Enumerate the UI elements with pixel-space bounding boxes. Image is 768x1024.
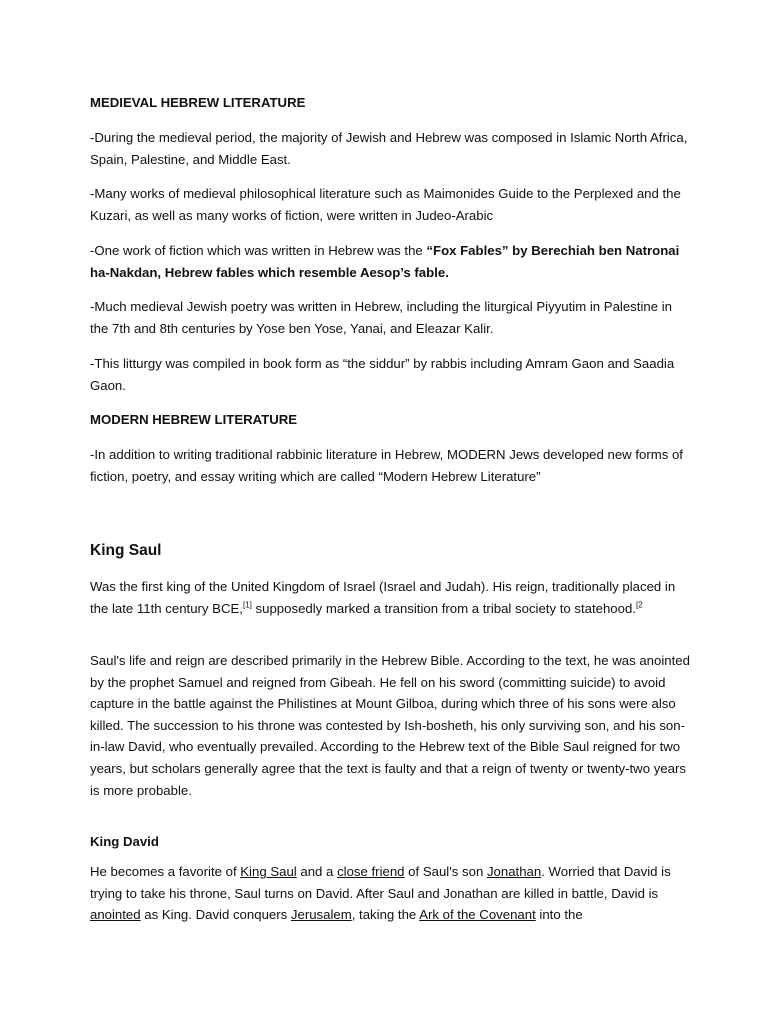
david-text: , taking the [351, 907, 420, 923]
david-text: . Worried that David is trying to take his throne, Saul turns on David. After Saul and Jonathan are killed in battle, David is [90, 864, 671, 901]
link-jonathan[interactable]: Jonathan [486, 864, 542, 879]
king-david-heading: King David [90, 834, 159, 849]
king-saul-heading: King Saul [90, 542, 162, 559]
modern-heading: MODERN HEBREW LITERATURE [90, 412, 298, 427]
fox-fables-lead: -One work of fiction which was written in Hebrew was the [90, 243, 427, 258]
saul-paragraph-2: Saul's life and reign are described primarily in the Hebrew Bible. According to the text, he was anointed by the prophet Samuel and reigned from Gibeah. He fell on his sword (committing suicide) to avoid capture in the battle against the Philistines at Mount Gilboa, during which three of his sons were also killed. The succession to his throne was contested by Ish-bosheth, his only surviving son, and his son-in-law David, who eventually prevailed. According to the Hebrew text of the Bible Saul reigned for two years, but scholars generally agree that the text is faulty and that a reign of twenty or twenty-two years is more probable. [90, 653, 690, 798]
link-jerusalem[interactable]: Jerusalem [290, 907, 352, 923]
link-anointed[interactable]: anointed [90, 907, 141, 923]
fox-fables-bold: “Fox Fables” by Berechiah ben Natronai ha-Nakdan, Hebrew fables which resemble Aesop’s fable. [90, 243, 680, 280]
medieval-paragraph-3 [90, 240, 690, 283]
saul-paragraph-1 [90, 576, 690, 619]
david-paragraph-1 [90, 861, 690, 926]
medieval-paragraph-2: -Many works of medieval philosophical literature such as Maimonides Guide to the Perplexed and the Kuzari, as well as many works of fiction, were written in Judeo-Arabic [90, 186, 681, 223]
david-text: as King. David conquers [140, 907, 291, 923]
medieval-paragraph-1: -During the medieval period, the majority of Jewish and Hebrew was composed in Islamic North Africa, Spain, Palestine, and Middle East. [90, 130, 688, 167]
citation-2[interactable]: [2 [635, 600, 643, 610]
saul-intro-text-2: supposedly marked a transition from a tribal society to statehood. [251, 600, 636, 616]
saul-intro-text: Was the first king of the United Kingdom of Israel (Israel and Judah). His reign, traditionally placed in the late 11th century BCE, [90, 579, 676, 616]
david-text: of Saul's son [404, 864, 487, 879]
medieval-heading: MEDIEVAL HEBREW LITERATURE [90, 95, 306, 110]
citation-1[interactable]: [1] [242, 600, 252, 610]
david-text: and a [296, 864, 338, 879]
link-ark-of-the-covenant[interactable]: Ark of the Covenant [419, 907, 536, 923]
medieval-paragraph-4: -Much medieval Jewish poetry was written in Hebrew, including the liturgical Piyyutim in Palestine in the 7th and 8th centuries by Yose ben Yose, Yanai, and Eleazar Kalir. [90, 299, 672, 336]
modern-paragraph-1: -In addition to writing traditional rabbinic literature in Hebrew, MODERN Jews developed new forms of fiction, poetry, and essay writing which are called “Modern Hebrew Literature” [90, 447, 683, 484]
link-king-saul[interactable]: King Saul [240, 864, 297, 879]
david-text: He becomes a favorite of [90, 864, 241, 879]
david-text: into the [535, 907, 583, 923]
medieval-paragraph-5: -This litturgy was compiled in book form as “the siddur” by rabbis including Amram Gaon and Saadia Gaon. [90, 356, 675, 393]
link-close-friend[interactable]: close friend [337, 864, 405, 879]
